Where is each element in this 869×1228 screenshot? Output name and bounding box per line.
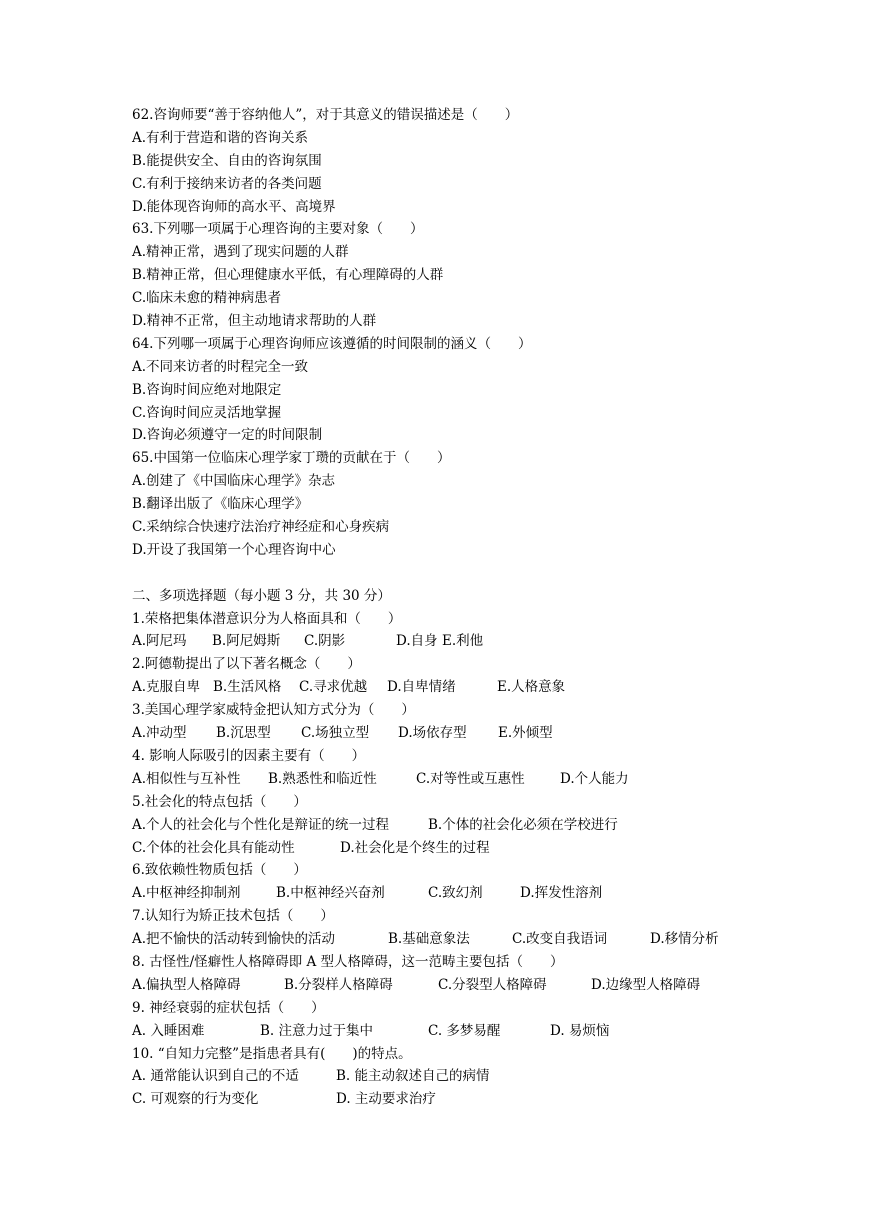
question-62-option-c: C.有利于接纳来访者的各类问题: [132, 175, 322, 192]
multi-question-7-stem: 7.认知行为矫正技术包括（ ）: [132, 908, 334, 925]
option-c: C.致幻剂: [428, 885, 483, 902]
multi-question-6-stem: 6.致依赖性物质包括（ ）: [132, 862, 307, 879]
option-a: A.克服自卑: [132, 679, 201, 696]
option-b: B.基础意象法: [388, 931, 470, 948]
option-c: C.改变自我语词: [512, 931, 608, 948]
option-b: B.阿尼姆斯: [212, 633, 281, 650]
multi-question-10-stem: 10. “自知力完整”是指患者具有( )的特点。: [132, 1045, 412, 1062]
option-e: E.人格意象: [497, 679, 566, 696]
multi-question-5-options-line-2: [132, 837, 752, 860]
option-c: C.寻求优越: [299, 679, 368, 696]
option-b: B.分裂样人格障碍: [284, 976, 393, 993]
question-65-option-b: B.翻译出版了《临床心理学》: [132, 496, 309, 513]
question-64-option-c: C.咨询时间应灵活地掌握: [132, 404, 282, 421]
section-gap: [132, 562, 752, 585]
question-62-option-a: A.有利于营造和谐的咨询关系: [132, 129, 309, 146]
option-c: C.个体的社会化具有能动性: [132, 839, 295, 856]
option-c: C.阴影: [304, 633, 346, 650]
multi-question-5-options-line-1: [132, 814, 752, 837]
question-65-option-a: A.创建了《中国临床心理学》杂志: [132, 473, 336, 490]
multi-question-8-stem: 8. 古怪性/怪癖性人格障碍即 A 型人格障碍，这一范畴主要包括（ ）: [132, 953, 564, 970]
option-a: A.冲动型: [132, 725, 187, 742]
option-d: D.自身: [396, 633, 438, 650]
option-d: D.场依存型: [398, 725, 467, 742]
multi-question-5-stem: 5.社会化的特点包括（ ）: [132, 793, 307, 810]
question-64-option-d: D.咨询必须遵守一定的时间限制: [132, 427, 323, 444]
question-63-option-a: A.精神正常，遇到了现实问题的人群: [132, 244, 349, 261]
question-65-option-d: D.开设了我国第一个心理咨询中心: [132, 541, 336, 558]
option-b: B. 注意力过于集中: [260, 1022, 374, 1039]
multi-question-4-stem: 4. 影响人际吸引的因素主要有（ ）: [132, 747, 366, 764]
option-b: B.个体的社会化必须在学校进行: [428, 816, 618, 833]
question-62-stem: 62.咨询师要“善于容纳他人”，对于其意义的错误描述是（ ）: [132, 107, 519, 123]
option-d: D.挥发性溶剂: [520, 885, 603, 902]
option-e: E.外倾型: [498, 725, 553, 742]
option-d: D.个人能力: [560, 770, 629, 787]
option-a: A.个人的社会化与个性化是辩证的统一过程: [132, 816, 390, 833]
question-64-option-b: B.咨询时间应绝对地限定: [132, 381, 282, 398]
option-a: A.阿尼玛: [132, 633, 187, 650]
option-a: A. 通常能认识到自己的不适: [132, 1068, 299, 1085]
question-64-option-a: A.不同来访者的时程完全一致: [132, 358, 309, 375]
multi-question-3-options: [132, 722, 752, 745]
multi-question-3-stem: 3.美国心理学家威特金把认知方式分为（ ）: [132, 702, 415, 719]
question-63-option-d: D.精神不正常，但主动地请求帮助的人群: [132, 313, 377, 330]
option-a: A.把不愉快的活动转到愉快的活动: [132, 931, 336, 948]
question-65-option-c: C.采纳综合快速疗法治疗神经症和心身疾病: [132, 519, 390, 536]
option-b: B. 能主动叙述自己的病情: [336, 1068, 490, 1085]
option-d: D.社会化是个终生的过程: [340, 839, 490, 856]
question-63-stem: 63.下列哪一项属于心理咨询的主要对象（ ）: [132, 221, 424, 238]
option-b: B.熟悉性和临近性: [268, 770, 377, 787]
multi-question-8-options: [132, 974, 752, 997]
option-c: C.分裂型人格障碍: [438, 976, 547, 993]
option-d: D.自卑情绪: [387, 679, 456, 696]
multi-question-1-stem: 1.荣格把集体潜意识分为人格面具和（ ）: [132, 610, 402, 627]
question-63-option-c: C.临床未愈的精神病患者: [132, 290, 282, 307]
multi-question-6-options: [132, 882, 752, 905]
question-65-stem: 65.中国第一位临床心理学家丁瓒的贡献在于（ ）: [132, 450, 451, 467]
option-a: A.中枢神经抑制剂: [132, 885, 241, 902]
exam-page: [132, 104, 752, 1111]
option-b: B.中枢神经兴奋剂: [276, 885, 385, 902]
option-d: D. 易烦恼: [550, 1022, 610, 1039]
section-2-heading: 二、多项选择题（每小题 3 分，共 30 分）: [132, 587, 391, 604]
option-c: C. 可观察的行为变化: [132, 1091, 259, 1108]
multi-question-10-options-line-2: [132, 1088, 752, 1111]
question-62-option-b: B.能提供安全、自由的咨询氛围: [132, 152, 322, 169]
option-d: D.移情分析: [650, 931, 719, 948]
option-b: B.生活风格: [213, 679, 282, 696]
option-b: B.沉思型: [216, 725, 271, 742]
option-c: C. 多梦易醒: [428, 1022, 501, 1039]
option-c: C.场独立型: [301, 725, 370, 742]
option-e: E.利他: [442, 633, 484, 650]
multi-question-2-stem: 2.阿德勒提出了以下著名概念（ ）: [132, 656, 361, 673]
multi-question-10-options-line-1: [132, 1065, 752, 1088]
multi-question-2-options: [132, 676, 752, 699]
multi-question-9-options: [132, 1020, 752, 1043]
option-a: A. 入睡困难: [132, 1022, 205, 1039]
option-d: D. 主动要求治疗: [336, 1091, 436, 1108]
option-c: C.对等性或互惠性: [416, 770, 525, 787]
question-62-option-d: D.能体现咨询师的高水平、高境界: [132, 198, 336, 215]
multi-question-7-options: [132, 928, 752, 951]
option-d: D.边缘型人格障碍: [591, 976, 701, 993]
multi-question-4-options: [132, 768, 752, 791]
option-a: A.偏执型人格障碍: [132, 976, 241, 993]
multi-question-1-options: [132, 630, 752, 653]
question-64-stem: 64.下列哪一项属于心理咨询师应该遵循的时间限制的涵义（ ）: [132, 335, 532, 352]
multi-question-9-stem: 9. 神经衰弱的症状包括（ ）: [132, 999, 325, 1016]
question-63-option-b: B.精神正常，但心理健康水平低，有心理障碍的人群: [132, 267, 444, 284]
option-a: A.相似性与互补性: [132, 770, 241, 787]
